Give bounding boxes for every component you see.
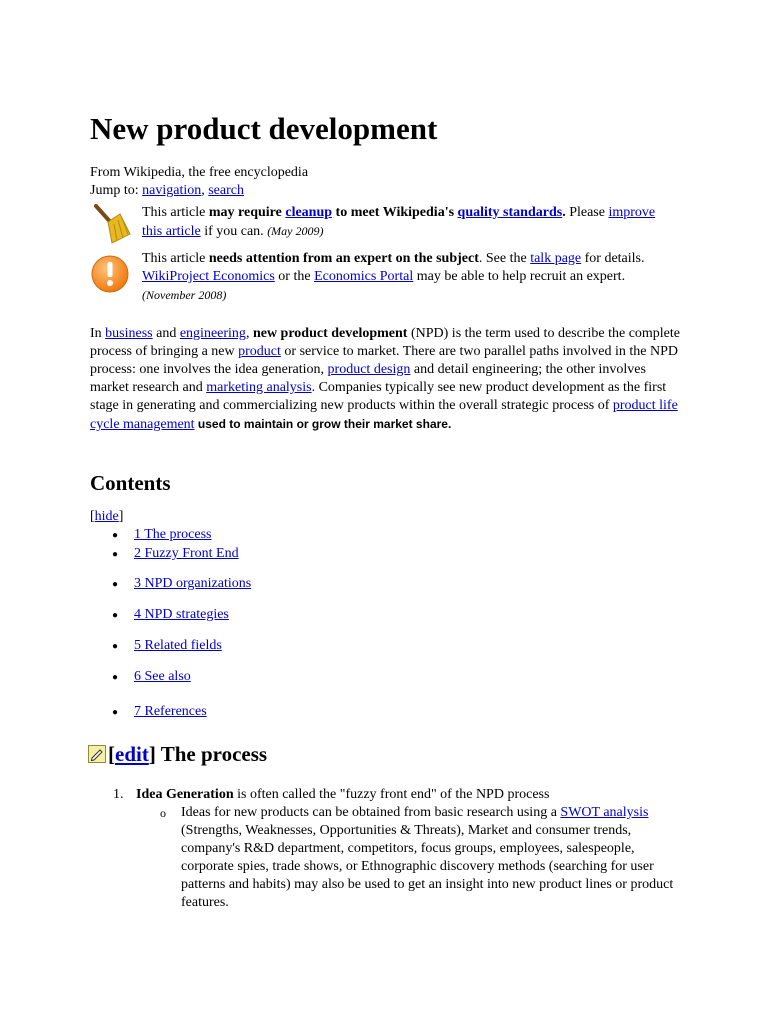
toc-item: [112, 668, 191, 687]
product-design-link[interactable]: product design: [327, 362, 411, 377]
bullet-icon: ●: [112, 530, 119, 541]
intro-text: In: [90, 326, 106, 341]
bullet-icon: ●: [112, 707, 119, 718]
marketing-analysis-link[interactable]: marketing analysis: [206, 380, 312, 395]
intro-text: ,: [245, 326, 253, 341]
toc-link-npd-strategies[interactable]: 4 NPD strategies: [134, 607, 229, 622]
jump-search-link[interactable]: search: [208, 183, 244, 198]
notice-bold: may require: [208, 205, 286, 220]
bullet-icon: ●: [112, 579, 119, 590]
toc-item: [112, 703, 207, 722]
sub-list-item: [181, 804, 681, 912]
notice-date: (May 2009): [267, 224, 324, 238]
toc-item: [112, 606, 229, 625]
list-item-text: is often called the "fuzzy front end" of the NPD process: [233, 787, 550, 802]
jump-to: [90, 182, 244, 200]
jump-separator: ,: [201, 183, 209, 198]
engineering-link[interactable]: engineering: [179, 326, 246, 341]
bullet-icon: ●: [112, 549, 119, 560]
notice-text: This article: [142, 251, 209, 266]
toc-link-references[interactable]: 7 References: [134, 704, 207, 719]
idea-generation-term: Idea Generation: [136, 787, 234, 802]
page-title: New product development: [90, 111, 438, 146]
cleanup-notice-text: [142, 204, 667, 241]
exclamation-icon: [90, 254, 130, 300]
notice-bold: to meet Wikipedia's: [332, 205, 458, 220]
list-number: 1.: [113, 787, 124, 802]
intro-text: and detail engineering; the other involves market research and: [90, 362, 646, 395]
cleanup-notice: [90, 204, 670, 244]
edit-pencil-icon[interactable]: [88, 742, 106, 770]
notice-text: for details.: [581, 251, 645, 266]
notice-bold: needs attention from an expert on the subject: [208, 251, 479, 266]
product-link[interactable]: product: [238, 344, 281, 359]
intro-text: or service to market. There are two parallel paths involved in the NPD process: one involves the idea generation,: [90, 344, 678, 377]
toc-link-fuzzy-front-end[interactable]: 2 Fuzzy Front End: [134, 546, 239, 561]
talk-page-link[interactable]: talk page: [530, 251, 582, 266]
improve-article-link[interactable]: improve this article: [142, 205, 656, 239]
toc-item: [112, 526, 212, 545]
quality-standards-link[interactable]: quality standards: [457, 205, 563, 220]
jump-to-label: Jump to:: [90, 183, 143, 198]
notice-text: This article: [142, 205, 209, 220]
business-link[interactable]: business: [105, 326, 153, 341]
broom-icon: [90, 204, 132, 250]
bracket: [: [90, 509, 95, 524]
edit-link[interactable]: edit: [115, 742, 149, 766]
intro-paragraph: [90, 325, 680, 434]
notice-text: if you can.: [200, 224, 268, 239]
list-item-idea-generation: [136, 786, 549, 804]
section-title: The process: [155, 742, 268, 766]
toc-link-related-fields[interactable]: 5 Related fields: [134, 638, 222, 653]
toc-link-the-process[interactable]: 1 The process: [134, 527, 212, 542]
expert-notice: [90, 250, 670, 306]
toc-link-see-also[interactable]: 6 See also: [134, 669, 191, 684]
bullet-icon: ●: [112, 610, 119, 621]
notice-date: (November 2008): [142, 288, 227, 302]
bracket: [: [108, 742, 115, 766]
npd-term: new product development: [252, 326, 408, 341]
circle-bullet-icon: o: [160, 806, 166, 820]
intro-text: . Companies typically see new product development as the first stage in generating and commercializing new products within the overall strategic process of: [90, 380, 667, 413]
notice-bold: .: [562, 205, 566, 220]
notice-text: . See the: [478, 251, 531, 266]
jump-navigation-link[interactable]: navigation: [142, 183, 202, 198]
notice-text: may be able to help recruit an expert.: [413, 269, 626, 284]
toc-item: [112, 545, 239, 564]
swot-analysis-link[interactable]: SWOT analysis: [560, 805, 649, 820]
notice-text: or the: [274, 269, 315, 284]
wikiproject-economics-link[interactable]: WikiProject Economics: [142, 269, 275, 284]
toc-hide-toggle: [90, 508, 123, 526]
hide-link[interactable]: hide: [94, 509, 119, 524]
sub-item-text: Ideas for new products can be obtained from basic research using a: [181, 805, 561, 820]
bracket: ]: [118, 509, 124, 524]
toc-item: [112, 575, 251, 594]
sub-item-text: (Strengths, Weaknesses, Opportunities & Threats), Market and consumer trends, company's R&D department, competitors, focus groups, employees, salespeople, corporate spies, trade shows, or Ethnographic discovery methods (searching for user patterns and habits) may also be used to get an insight into new product lines or product features.: [181, 823, 674, 910]
toc-link-npd-organizations[interactable]: 3 NPD organizations: [134, 576, 252, 591]
section-heading-the-process: [88, 740, 267, 770]
economics-portal-link[interactable]: Economics Portal: [314, 269, 414, 284]
intro-text: (NPD) is the term used to describe the complete process of bringing a new: [90, 326, 681, 359]
cleanup-link[interactable]: cleanup: [285, 205, 333, 220]
plm-link[interactable]: product life cycle management: [90, 398, 678, 432]
bullet-icon: ●: [112, 672, 119, 683]
expert-notice-text: [142, 250, 667, 305]
bullet-icon: ●: [112, 641, 119, 652]
bracket: ]: [148, 742, 156, 766]
tagline: From Wikipedia, the free encyclopedia: [90, 165, 309, 180]
toc-item: [112, 637, 222, 656]
notice-text: Please: [565, 205, 609, 220]
intro-text-bold: used to maintain or grow their market share.: [194, 417, 452, 431]
contents-heading: Contents: [90, 471, 171, 495]
intro-text: and: [152, 326, 180, 341]
